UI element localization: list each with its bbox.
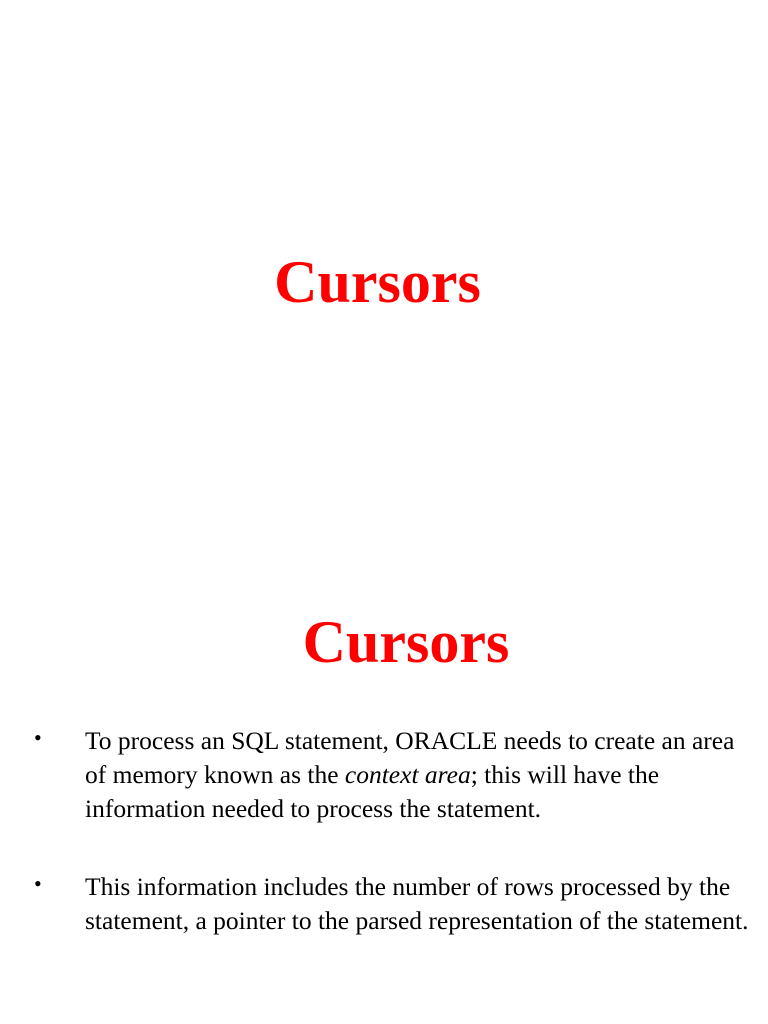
bullet-icon: •	[34, 871, 42, 896]
content-slide	[0, 576, 768, 1024]
list-item	[0, 724, 768, 826]
bullet-text	[85, 872, 748, 935]
bullet-text-start: This information includes the number of rows processed by the statement, a pointer to the parsed representation of the statement.	[85, 872, 749, 935]
bullet-text-start: To process an SQL statement, ORACLE needs to create an area of memory known as the	[85, 726, 735, 789]
bullet-text-end: ; this will have the information needed to process the statement.	[85, 760, 660, 823]
slide-heading: Cursors	[302, 609, 510, 675]
list-item	[0, 870, 768, 938]
bullet-icon: •	[34, 725, 42, 750]
bullet-text	[85, 726, 734, 823]
bullet-emphasis: context area	[344, 760, 471, 789]
bullet-list	[0, 724, 768, 982]
slide-title: Cursors	[274, 249, 481, 315]
